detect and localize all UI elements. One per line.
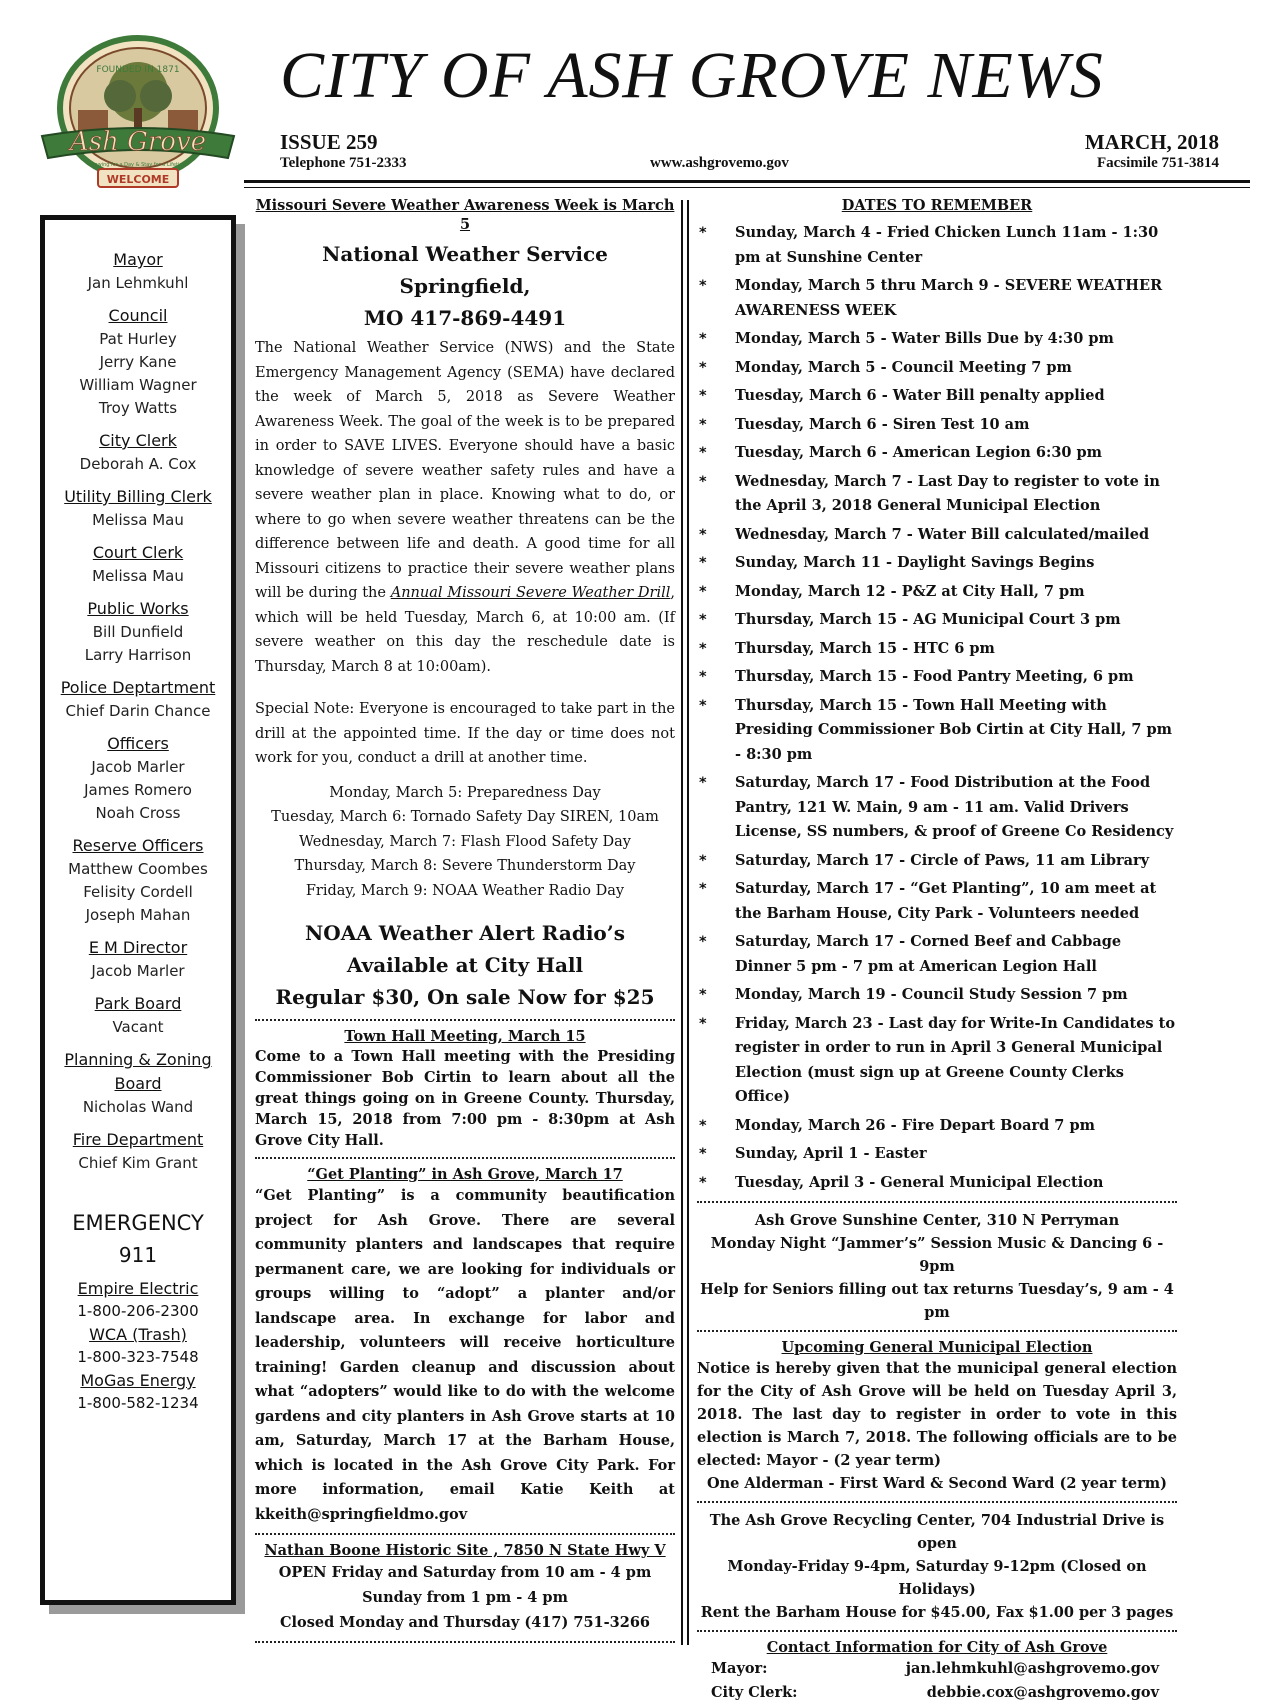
date-item [697, 413, 1177, 438]
boone-hours-2: Sunday from 1 pm - 4 pm [362, 1589, 568, 1606]
logo-tagline-text: Growing for a Day & Stay for a Lifetime [88, 162, 188, 168]
contacts-list [697, 1657, 1177, 1705]
date-item [697, 983, 1177, 1008]
official-group [45, 936, 231, 983]
date-item-text: Monday, March 12 - P&Z at City Hall, 7 pm [735, 582, 1085, 600]
bullet-star-icon: * [699, 987, 707, 1003]
column-divider [681, 200, 689, 1645]
date-item [697, 1012, 1177, 1110]
official-group [45, 429, 231, 476]
planting-body: “Get Planting” is a community beautification project for Ash Grove. There are several community planters and landscapes that require permanent care, we are looking for individuals or groups willing to “adopt” a planter and/or landscape area. In exchange for labor and leadership, volunteers will receive horticulture training! Garden cleanup and discussion about what “adopters” would like to do with the welcome gardens and city planters in Ash Grove starts at 10 am, Saturday, March 17 at the Barham House, which is located in the Ash Grove City Park. For more information, email Katie Keith at kkeith@springfieldmo.gov [255, 1187, 675, 1523]
date-item-text: Wednesday, March 7 - Water Bill calculated/mailed [735, 525, 1150, 543]
issue-number: ISSUE 259 [280, 130, 378, 154]
contact-role: Mayor: [711, 1660, 768, 1677]
official-name: Chief Darin Chance [65, 702, 211, 720]
date-item [697, 441, 1177, 466]
official-group-title: Court Clerk [92, 543, 184, 562]
official-group [45, 304, 231, 420]
noaa-line2: Available at City Hall [346, 953, 584, 977]
bullet-star-icon: * [699, 612, 707, 628]
divider-dots [697, 1201, 1177, 1203]
officials-sidebar [40, 215, 236, 1605]
official-group-title: Mayor [113, 250, 163, 269]
date-item [697, 327, 1177, 352]
election-body: Notice is hereby given that the municipal general election for the City of Ash Grove will be held on Tuesday April 3, 2018. The last day to register in order to vote in this election is March 7, 2018. The following officials are to be elected: Mayor - (2 year term) [697, 1360, 1177, 1469]
date-item [697, 356, 1177, 381]
date-item [697, 1114, 1177, 1139]
divider-dots [255, 1019, 675, 1021]
contact-row [697, 1657, 1177, 1681]
official-name: Larry Harrison [84, 646, 192, 664]
contact-email-link[interactable]: debbie.cox@ashgrovemo.gov [926, 1684, 1159, 1701]
utility-phone: 1-800-582-1234 [77, 1394, 199, 1412]
official-group-title: Utility Billing Clerk [64, 487, 212, 506]
emergency-section [45, 1207, 231, 1415]
utility-phone: 1-800-323-7548 [77, 1348, 199, 1366]
official-name: Joseph Mahan [85, 906, 191, 924]
official-group [45, 485, 231, 532]
bullet-star-icon: * [699, 1146, 707, 1162]
nws-text-b: , which will be held Tuesday, March 6, at 10:00 am. (If severe weather on this day the reschedule date is Thursday, March 8 at 10:00am). [255, 585, 675, 675]
nws-text-a: The National Weather Service (NWS) and the State Emergency Management Agency (SEMA) have declared the week of March 5, 2018 as Severe Weather Awareness Week. The goal of the week is to be prepared in order to SAVE LIVES. Everyone should have a basic knowledge of severe weather safety rules and have a severe weather plan in place. Knowing what to do, or where to go when severe weather threatens can be the difference between life and death. A good time for all Missouri citizens to practice their severe weather plans will be during the [255, 340, 675, 601]
official-group [45, 992, 231, 1039]
official-group-title: Planning & Zoning Board [64, 1050, 212, 1093]
date-item-text: Thursday, March 15 - HTC 6 pm [735, 639, 995, 657]
special-note: Special Note: Everyone is encouraged to take part in the drill at the appointed time. If the day or time does not work for you, conduct a drill at another time. [255, 701, 675, 766]
bullet-star-icon: * [699, 526, 707, 543]
boone-heading: Nathan Boone Historic Site , 7850 N State Hwy V [264, 1542, 666, 1559]
facsimile: Facsimile 751-3814 [1096, 155, 1219, 171]
utility-contacts [45, 1277, 231, 1415]
official-group-title: Public Works [87, 599, 189, 618]
recycling-line3: Rent the Barham House for $45.00, Fax $1.00 per 3 pages [700, 1604, 1174, 1621]
election-heading: Upcoming General Municipal Election [781, 1339, 1093, 1356]
bullet-star-icon: * [699, 445, 707, 461]
recycling-line2: Monday-Friday 9-4pm, Saturday 9-12pm (Closed on Holidays) [727, 1558, 1147, 1598]
date-item-text: Tuesday, April 3 - General Municipal Election [735, 1173, 1104, 1191]
bullet-star-icon: * [699, 1015, 707, 1032]
middle-column [255, 196, 675, 1649]
header-rule [244, 180, 1250, 188]
bullet-star-icon: * [699, 881, 707, 897]
date-item [697, 470, 1177, 519]
date-item-text: Sunday, April 1 - Easter [735, 1145, 927, 1162]
official-name: Jacob Marler [91, 758, 185, 776]
official-name: Chief Kim Grant [78, 1154, 198, 1172]
date-item [697, 930, 1177, 979]
official-group-title: Fire Department [72, 1130, 204, 1149]
sunshine-line1: Ash Grove Sunshine Center, 310 N Perryman [754, 1212, 1120, 1229]
officials-list [45, 248, 231, 1184]
date-item-text: Saturday, March 17 - “Get Planting”, 10 am meet at the Barham House, City Park - Volunteers needed [735, 880, 1157, 922]
official-name: Melissa Mau [92, 567, 184, 585]
planting-heading: “Get Planting” in Ash Grove, March 17 [307, 1166, 623, 1183]
bullet-star-icon: * [699, 775, 707, 791]
utility-name: WCA (Trash) [89, 1325, 187, 1344]
date-item-text: Monday, March 26 - Fire Depart Board 7 pm [735, 1116, 1095, 1134]
date-item-text: Sunday, March 4 - Fried Chicken Lunch 11am - 1:30 pm at Sunshine Center [735, 224, 1159, 266]
date-item [697, 523, 1177, 548]
bullet-star-icon: * [699, 473, 707, 490]
logo-welcome-text: WELCOME [106, 173, 170, 186]
official-name: Deborah A. Cox [79, 455, 197, 473]
date-item-text: Saturday, March 17 - Circle of Paws, 11 am Library [735, 851, 1150, 869]
date-item [697, 1142, 1177, 1167]
date-item-text: Friday, March 23 - Last day for Write-In Candidates to register in order to run in April 3 General Municipal Election (must sign up at Greene County Clerks Office) [735, 1014, 1176, 1105]
contact-row [697, 1681, 1177, 1705]
official-group [45, 732, 231, 825]
awareness-day: Wednesday, March 7: Flash Flood Safety Day [299, 833, 631, 850]
emergency-title: EMERGENCY [72, 1211, 204, 1235]
date-item-text: Monday, March 19 - Council Study Session 7 pm [735, 986, 1128, 1003]
election-line2: One Alderman - First Ward & Second Ward (2 year term) [706, 1475, 1167, 1492]
recycling-line1: The Ash Grove Recycling Center, 704 Industrial Drive is open [709, 1512, 1165, 1552]
date-item-text: Saturday, March 17 - Food Distribution at the Food Pantry, 121 W. Main, 9 am - 11 am. Valid Drivers License, SS numbers, & proof of Greene Co Residency [735, 774, 1174, 840]
date-item-text: Monday, March 5 thru March 9 - SEVERE WEATHER AWARENESS WEEK [735, 277, 1163, 319]
official-name: Troy Watts [98, 399, 178, 417]
bullet-star-icon: * [699, 1117, 707, 1134]
divider-dots [255, 1641, 675, 1643]
official-group [45, 1048, 231, 1119]
date-item-text: Thursday, March 15 - Food Pantry Meeting, 6 pm [735, 668, 1134, 685]
date-item-text: Tuesday, March 6 - Siren Test 10 am [735, 415, 1030, 433]
official-group-title: Park Board [94, 994, 182, 1013]
official-group [45, 1128, 231, 1175]
date-item [697, 1171, 1177, 1196]
date-item-text: Sunday, March 11 - Daylight Savings Begins [735, 554, 1095, 571]
awareness-days [255, 781, 675, 904]
right-column [697, 196, 1177, 1705]
official-name: Melissa Mau [92, 511, 184, 529]
official-group-title: City Clerk [99, 431, 177, 450]
awareness-day: Thursday, March 8: Severe Thunderstorm Day [294, 858, 636, 874]
sunshine-line2: Monday Night “Jammer’s” Session Music & Dancing 6 - 9pm [710, 1235, 1164, 1275]
contact-email-link[interactable]: jan.lehmkuhl@ashgrovemo.gov [905, 1660, 1159, 1677]
date-item [697, 771, 1177, 845]
issue-date: MARCH, 2018 [1084, 130, 1219, 154]
official-name: Felisity Cordell [83, 883, 193, 901]
utility-name: Empire Electric [77, 1279, 199, 1298]
official-group [45, 597, 231, 667]
weather-week-heading: Missouri Severe Weather Awareness Week is March 5 [255, 197, 675, 233]
bullet-star-icon: * [699, 388, 707, 404]
bullet-star-icon: * [699, 669, 707, 685]
boone-hours-1: OPEN Friday and Saturday from 10 am - 4 pm [278, 1564, 652, 1581]
divider-dots [697, 1630, 1177, 1632]
date-item-text: Monday, March 5 - Water Bills Due by 4:30 pm [735, 330, 1114, 347]
official-name: William Wagner [79, 376, 197, 394]
official-name: Jerry Kane [99, 353, 177, 371]
official-group [45, 541, 231, 588]
official-name: Pat Hurley [99, 330, 177, 348]
official-name: James Romero [84, 781, 192, 799]
date-item [697, 580, 1177, 605]
divider-dots [697, 1330, 1177, 1332]
awareness-day: Monday, March 5: Preparedness Day [329, 784, 601, 801]
date-item-text: Thursday, March 15 - Town Hall Meeting with Presiding Commissioner Bob Cirtin at City Hall, 7 pm - 8:30 pm [735, 696, 1172, 763]
date-item [697, 221, 1177, 270]
logo-founded-text: FOUNDED IN 1871 [96, 65, 180, 75]
date-item [697, 637, 1177, 662]
date-item [697, 877, 1177, 926]
townhall-body: Come to a Town Hall meeting with the Presiding Commissioner Bob Cirtin to learn about all the great things going on in Greene County. Thursday, March 15, 2018 from 7:00 pm - 8:30pm at Ash Grove City Hall. [255, 1048, 675, 1149]
divider-dots [255, 1157, 675, 1159]
official-group-title: E M Director [88, 938, 188, 957]
bullet-star-icon: * [699, 555, 707, 571]
telephone: Telephone 751-2333 [280, 155, 407, 171]
nws-paragraph [255, 336, 675, 679]
date-item-text: Wednesday, March 7 - Last Day to register to vote in the April 3, 2018 General Municipal Election [735, 472, 1160, 514]
date-item-text: Thursday, March 15 - AG Municipal Court 3 pm [735, 611, 1121, 628]
bullet-star-icon: * [699, 278, 707, 294]
boone-hours-3: Closed Monday and Thursday (417) 751-3266 [279, 1614, 651, 1631]
noaa-line3: Regular $30, On sale Now for $25 [275, 985, 655, 1009]
awareness-day: Friday, March 9: NOAA Weather Radio Day [305, 882, 625, 899]
dates-heading: DATES TO REMEMBER [841, 197, 1033, 214]
date-item [697, 551, 1177, 576]
official-group [45, 248, 231, 295]
dates-list [697, 221, 1177, 1195]
date-item [697, 849, 1177, 874]
official-name: Jan Lehmkuhl [87, 274, 189, 292]
logo-name-text: Ash Grove [69, 127, 207, 157]
official-group-title: Reserve Officers [72, 836, 204, 855]
sunshine-line3: Help for Seniors filling out tax returns Tuesday’s, 9 am - 4 pm [700, 1281, 1174, 1321]
official-group [45, 676, 231, 723]
date-item-text: Tuesday, March 6 - American Legion 6:30 pm [735, 444, 1103, 461]
utility-phone: 1-800-206-2300 [77, 1302, 199, 1320]
official-group-title: Police Deptartment [60, 678, 216, 697]
bullet-star-icon: * [699, 852, 707, 869]
official-group [45, 834, 231, 927]
nws-heading-line2: MO 417-869-4491 [363, 306, 567, 330]
newsletter-title: CITY OF ASH GROVE NEWS [280, 39, 1104, 112]
date-item [697, 694, 1177, 768]
date-item-text: Saturday, March 17 - Corned Beef and Cabbage Dinner 5 pm - 7 pm at American Legion Hall [735, 933, 1122, 975]
bullet-star-icon: * [699, 640, 707, 657]
official-name: Bill Dunfield [92, 623, 184, 641]
bullet-star-icon: * [699, 697, 707, 714]
noaa-line1: NOAA Weather Alert Radio’s [305, 921, 625, 945]
awareness-day: Tuesday, March 6: Tornado Safety Day SIREN, 10am [271, 809, 659, 825]
divider-dots [697, 1501, 1177, 1503]
city-logo [38, 30, 238, 190]
bullet-star-icon: * [699, 583, 707, 600]
utility-name: MoGas Energy [80, 1371, 196, 1390]
official-name: Jacob Marler [91, 962, 185, 980]
official-name: Nicholas Wand [82, 1098, 194, 1116]
bullet-star-icon: * [699, 359, 707, 376]
website-link[interactable]: www.ashgrovemo.gov [650, 155, 789, 171]
official-name: Noah Cross [95, 804, 181, 822]
divider-dots [255, 1533, 675, 1535]
official-name: Vacant [112, 1018, 164, 1036]
emergency-number: 911 [118, 1243, 158, 1267]
bullet-star-icon: * [699, 416, 707, 433]
nws-heading-line1: National Weather Service Springfield, [322, 242, 608, 298]
date-item-text: Monday, March 5 - Council Meeting 7 pm [735, 358, 1072, 376]
contact-role: City Clerk: [711, 1684, 798, 1701]
townhall-heading: Town Hall Meeting, March 15 [344, 1028, 586, 1045]
bullet-star-icon: * [699, 934, 707, 950]
date-item [697, 384, 1177, 409]
bullet-star-icon: * [699, 1174, 707, 1191]
date-item [697, 274, 1177, 323]
bullet-star-icon: * [699, 225, 707, 241]
date-item-text: Tuesday, March 6 - Water Bill penalty applied [735, 387, 1105, 404]
date-item [697, 608, 1177, 633]
official-group-title: Council [108, 306, 168, 325]
official-name: Matthew Coombes [68, 860, 208, 878]
date-item [697, 665, 1177, 690]
bullet-star-icon: * [699, 331, 707, 347]
contact-heading: Contact Information for City of Ash Grove [766, 1639, 1108, 1656]
official-group-title: Officers [107, 734, 169, 753]
drill-link[interactable]: Annual Missouri Severe Weather Drill [390, 585, 671, 601]
